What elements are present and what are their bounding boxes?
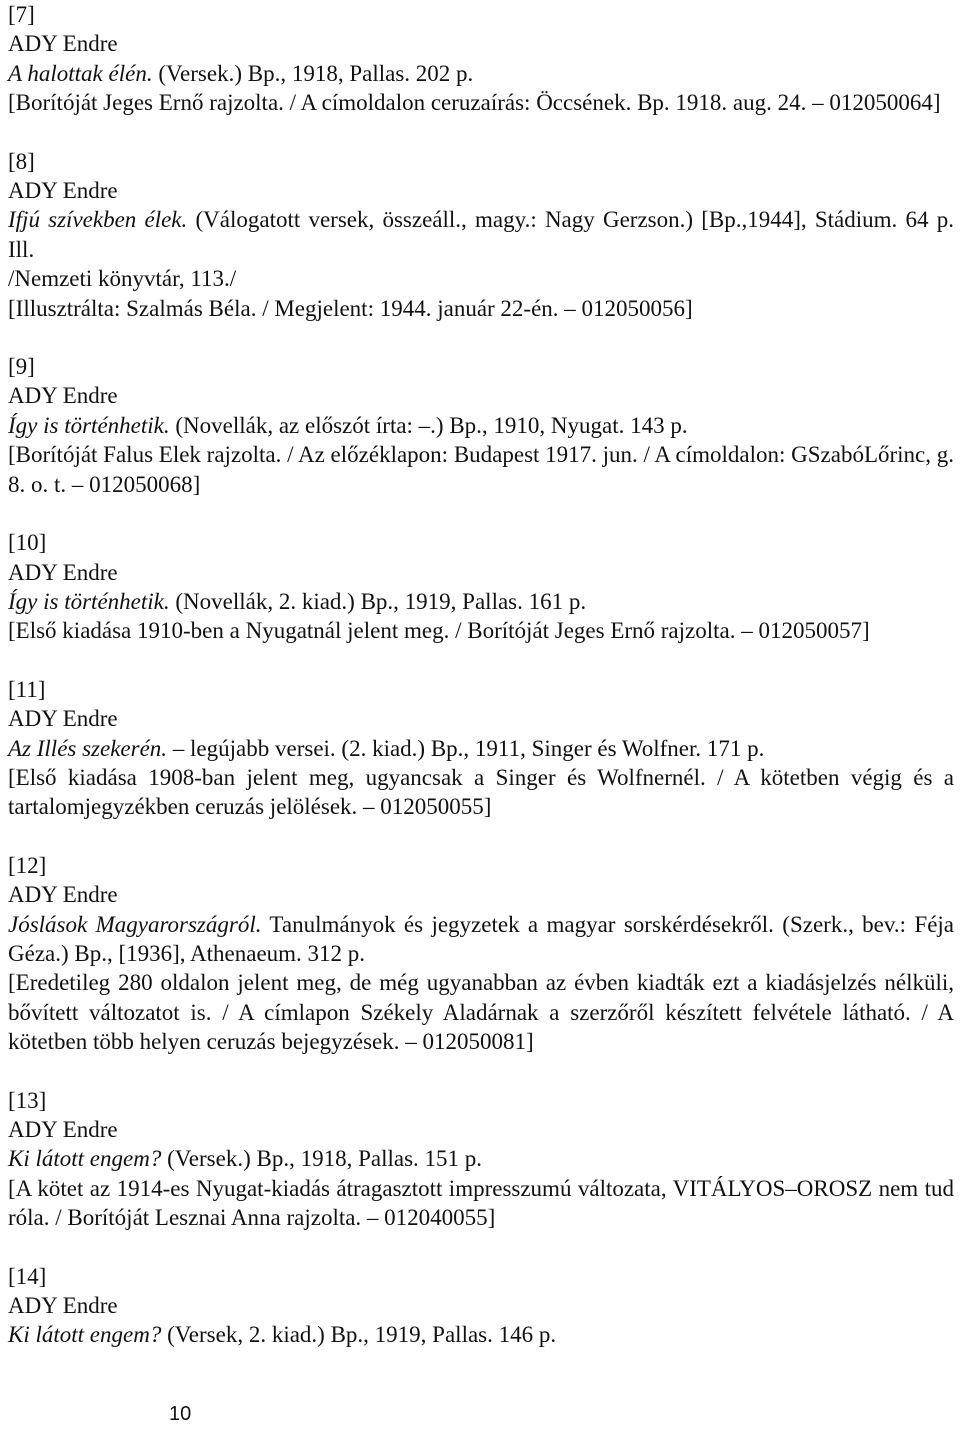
entry-imprint: (Versek.) Bp., 1918, Pallas. 202 p. — [152, 60, 474, 86]
entry-note: [Illusztrálta: Szalmás Béla. / Megjelent: 1944. január 22-én. – 012050056] — [8, 295, 693, 321]
entry-author: ADY Endre — [8, 1293, 118, 1319]
entry-number: [10] — [8, 530, 47, 556]
entry-note: [Borítóját Falus Elek rajzolta. / Az előzéklapon: Budapest 1917. jun. / A címoldalon: GSzabóLőrinc, g. 8. o. t. – 012050068] — [8, 442, 955, 497]
page-number: 10 — [169, 1403, 192, 1425]
bibliography-entry-8 — [8, 147, 954, 323]
entry-imprint: – legújabb versei. (2. kiad.) Bp., 1911, Singer és Wolfner. 171 p. — [167, 735, 765, 761]
entry-imprint: Tanulmányok és jegyzetek a magyar sorskérdésekről. (Szerk., bev.: Féja Géza.) Bp., [1936], Athenaeum. 312 p. — [8, 911, 954, 966]
entry-note: [Első kiadása 1908-ban jelent meg, ugyancsak a Singer és Wolfnernél. / A kötetben végig és a tartalomjegyzékben ceruzás jelölések. – 012050055] — [8, 764, 954, 820]
bibliography-entry-10 — [8, 528, 954, 646]
entry-note: [A kötet az 1914-es Nyugat-kiadás átragasztott impresszumú változata, VITÁLYOS–OROSZ nem tud róla. / Borítóját Lesznai Anna rajzolta. – 012040055] — [8, 1175, 954, 1231]
entry-publication — [8, 1320, 954, 1349]
entry-publication — [8, 59, 954, 88]
entry-number: [14] — [8, 1263, 47, 1289]
entry-publication — [8, 587, 954, 616]
entry-author: ADY Endre — [8, 1117, 118, 1142]
entry-imprint: (Novellák, 2. kiad.) Bp., 1919, Pallas. 161 p. — [169, 588, 587, 614]
bibliography-entry-12 — [8, 851, 954, 1057]
entry-note: [Eredetileg 280 oldalon jelent meg, de még ugyanabban az évben kiadták ezt a kiadásjelzés nélküli, bővített változatot is. / A címlapon Székely Aladárnak a szerzőről készített felvétele látható. / A kötetben több helyen ceruzás bejegyzések. – 012050081] — [8, 970, 954, 1055]
entry-imprint: (Versek.) Bp., 1918, Pallas. 151 p. — [161, 1146, 483, 1172]
entry-author: ADY Endre — [8, 882, 118, 908]
entry-number: [12] — [8, 852, 47, 878]
bibliography-entry-7 — [8, 0, 954, 118]
entry-publication — [8, 411, 954, 440]
entry-note: [Első kiadása 1910-ben a Nyugatnál jelent meg. / Borítóját Jeges Ernő rajzolta. – 012050057] — [8, 618, 870, 644]
entry-author: ADY Endre — [8, 383, 118, 409]
entry-imprint: (Novellák, az előszót írta: –.) Bp., 1910, Nyugat. 143 p. — [169, 412, 688, 438]
entry-author: ADY Endre — [8, 31, 118, 57]
bibliography-entry-13 — [8, 1086, 954, 1233]
entry-publication — [8, 910, 954, 969]
entry-number: [11] — [8, 676, 46, 702]
entry-imprint: (Válogatott versek, összeáll., magy.: Nagy Gerzson.) [Bp.,1944], Stádium. 64 p. Ill. — [8, 207, 954, 262]
entry-title: A halottak élén. — [8, 60, 153, 86]
entry-title: Így is történhetik. — [8, 588, 170, 614]
entry-author: ADY Endre — [8, 706, 118, 732]
entry-series: /Nemzeti könyvtár, 113./ — [8, 266, 237, 292]
entry-author: ADY Endre — [8, 559, 118, 585]
bibliography-entry-9 — [8, 352, 954, 499]
entry-publication — [8, 734, 954, 763]
entry-title: Jóslások Magyarországról. — [8, 911, 262, 937]
entry-title: Ifjú szívekben élek. — [8, 207, 188, 233]
document-page — [8, 0, 954, 1350]
bibliography-entry-14 — [8, 1262, 954, 1350]
bibliography-entry-11 — [8, 675, 954, 822]
entry-number: [8] — [8, 148, 35, 174]
entry-imprint: (Versek, 2. kiad.) Bp., 1919, Pallas. 146 p. — [161, 1322, 557, 1348]
entry-publication — [8, 1144, 954, 1173]
entry-number: [13] — [8, 1087, 47, 1113]
entry-number: [7] — [8, 2, 35, 27]
entry-title: Ki látott engem? — [8, 1322, 162, 1348]
entry-title: Ki látott engem? — [8, 1146, 162, 1172]
entry-publication — [8, 205, 954, 264]
entry-title: Az Illés szekerén. — [8, 735, 168, 761]
entry-title: Így is történhetik. — [8, 412, 170, 438]
entry-number: [9] — [8, 354, 35, 380]
entry-note: [Borítóját Jeges Ernő rajzolta. / A címoldalon ceruzaírás: Öccsének. Bp. 1918. aug. 24. – 012050064] — [8, 90, 941, 116]
entry-author: ADY Endre — [8, 178, 118, 204]
